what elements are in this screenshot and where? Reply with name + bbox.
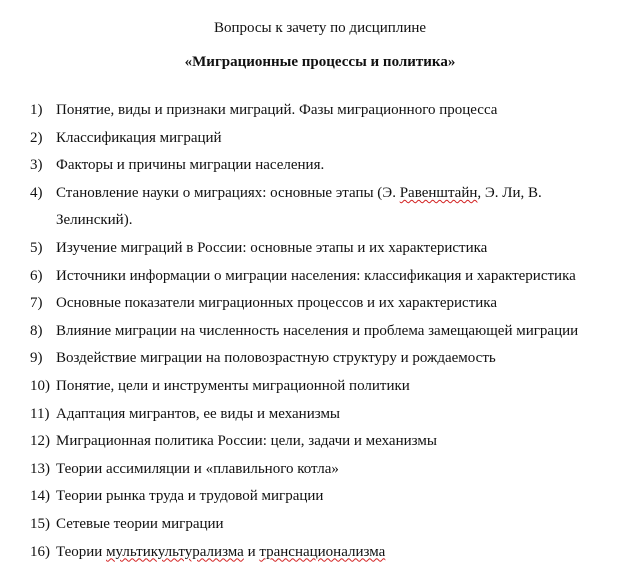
list-item [30,152,630,180]
list-item [30,345,630,373]
item-text: Основные показатели миграционных процессов и их характеристика [56,295,497,312]
item-text-part: , Э. Ли, В. [477,184,542,201]
list-item [30,125,630,153]
item-text-part: Становление науки о миграциях: основные этапы (Э. [56,184,400,201]
item-text-continuation: Зелинский). [56,212,133,229]
item-text-part: Теории [56,543,107,560]
item-number: 9) [30,350,43,367]
item-text: Понятие, цели и инструменты миграционной политики [56,377,410,394]
item-number: 10) [30,377,50,394]
list-item [30,401,630,429]
item-number: 2) [30,129,43,146]
item-text: Понятие, виды и признаки миграций. Фазы миграционного процесса [56,102,498,118]
item-text: Воздействие миграции на половозрастную структуру и рождаемость [56,350,496,367]
item-text: Адаптация мигрантов, ее виды и механизмы [56,405,341,422]
document-title: Вопросы к зачету по дисциплине [213,20,427,36]
item-number: 1) [30,102,43,118]
spellcheck-word: Равенштайн [399,184,478,201]
item-number: 6) [30,267,43,284]
item-number: 16) [30,543,50,560]
list-item [30,428,630,456]
item-number: 14) [30,488,50,505]
item-text: Теории ассимиляции и «плавильного котла» [56,460,339,477]
spellcheck-word: мультикультурализма [106,543,244,560]
item-number: 7) [30,295,43,312]
list-item [30,97,630,125]
item-text: Источники информации о миграции населения: классификация и характеристика [56,267,576,284]
item-text: Влияние миграции на численность населения и проблема замещающей миграции [56,322,579,339]
list-item [30,483,630,511]
item-number: 12) [30,433,50,450]
item-text [56,180,542,208]
document-subtitle: «Миграционные процессы и политика» [184,54,456,70]
item-text: Сетевые теории миграции [56,515,224,532]
list-item [30,373,630,401]
question-list [30,97,630,566]
list-item [30,318,630,346]
list-item [30,539,630,567]
item-number: 5) [30,239,43,256]
list-item [30,456,630,484]
item-text: Классификация миграций [56,129,222,146]
list-item [30,290,630,318]
item-number: 15) [30,515,50,532]
item-number: 11) [30,405,50,422]
item-number: 13) [30,460,50,477]
item-text: Изучение миграций в России: основные этапы и их характеристика [56,239,488,256]
item-text [56,539,385,567]
list-item [30,180,630,235]
list-item [30,511,630,539]
item-number: 3) [30,157,43,174]
item-text: Миграционная политика России: цели, задачи и механизмы [56,433,437,450]
item-number: 8) [30,322,43,339]
item-text: Теории рынка труда и трудовой миграции [56,488,324,505]
item-text: Факторы и причины миграции населения. [56,157,325,174]
list-item [30,235,630,263]
item-text-part: и [243,543,260,560]
item-number: 4) [30,184,43,201]
spellcheck-word: транснационализма [259,543,386,560]
list-item [30,263,630,291]
